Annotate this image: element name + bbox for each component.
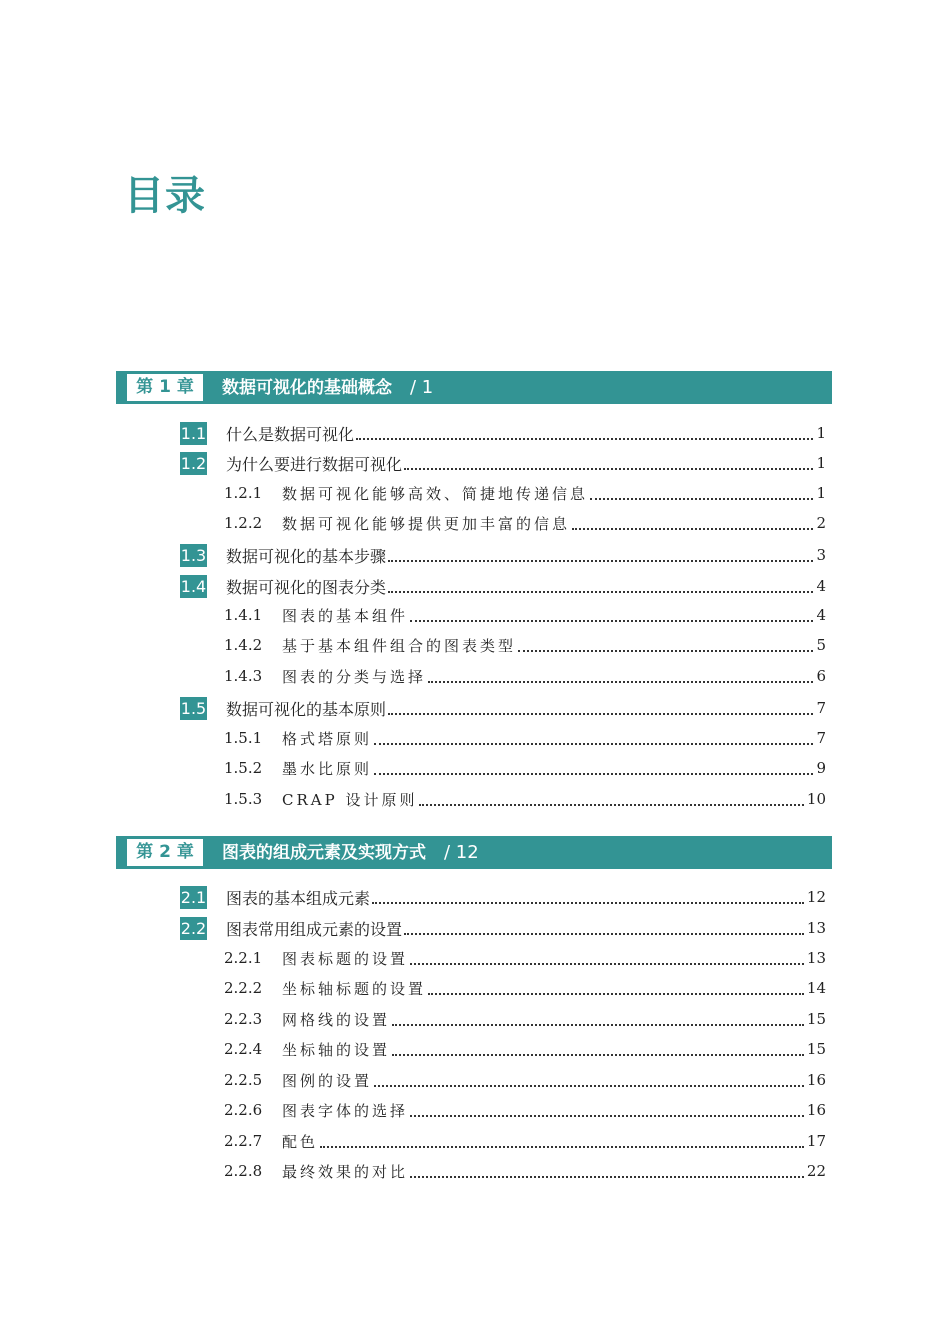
dot-leader <box>320 1146 804 1148</box>
dot-leader <box>374 743 813 745</box>
section-title: 图表标题的设置 <box>282 949 409 968</box>
page-number: 1 <box>816 424 826 442</box>
dot-leader <box>374 773 813 775</box>
dot-leader <box>392 1054 804 1056</box>
dot-leader <box>404 468 813 470</box>
toc-section[interactable] <box>180 916 826 940</box>
page-number: 4 <box>816 577 826 595</box>
dot-leader <box>419 804 803 806</box>
dot-leader <box>410 963 804 965</box>
chapter-header[interactable] <box>116 836 832 869</box>
section-number: 2.2.7 <box>224 1132 263 1150</box>
section-number: 2.2.2 <box>224 979 263 997</box>
section-number: 2.1 <box>180 887 207 907</box>
page-number: 13 <box>806 949 826 967</box>
toc-subsection[interactable] <box>180 1098 826 1122</box>
dot-leader <box>404 933 804 935</box>
toc-subsection[interactable] <box>180 1129 826 1153</box>
page-number: 7 <box>816 729 826 747</box>
toc-section[interactable] <box>180 885 826 909</box>
page-number: 13 <box>806 919 826 937</box>
section-title: 坐标轴标题的设置 <box>282 979 427 998</box>
dot-leader <box>428 681 813 683</box>
dot-leader <box>572 528 813 530</box>
page-number: 16 <box>806 1101 826 1119</box>
section-number: 2.2.5 <box>224 1071 263 1089</box>
section-title: 最终效果的对比 <box>282 1162 409 1181</box>
dot-leader <box>388 591 813 593</box>
section-number: 2.2.4 <box>224 1040 263 1058</box>
section-title: 图表的分类与选择 <box>282 667 427 686</box>
toc-subsection[interactable] <box>180 1068 826 1092</box>
chapter-title: 数据可视化的基础概念 <box>222 378 392 398</box>
section-number: 1.5.2 <box>224 759 263 777</box>
page-number: 2 <box>816 514 826 532</box>
page-number: 4 <box>816 606 826 624</box>
section-number: 1.4 <box>180 576 207 596</box>
toc-subsection[interactable] <box>180 633 826 657</box>
section-title: 图表的基本组成元素 <box>226 888 371 908</box>
section-title: 图表的基本组件 <box>282 606 409 625</box>
chapter-name <box>222 836 479 870</box>
page-number: 15 <box>806 1010 826 1028</box>
toc-subsection[interactable] <box>180 787 826 811</box>
page-number: 1 <box>816 454 826 472</box>
section-title: 基于基本组件组合的图表类型 <box>282 636 517 655</box>
section-title: 什么是数据可视化 <box>226 424 355 444</box>
toc-subsection[interactable] <box>180 1159 826 1183</box>
toc-section[interactable] <box>180 696 826 720</box>
section-number: 1.2 <box>180 453 207 473</box>
section-title: CRAP 设计原则 <box>282 790 418 809</box>
dot-leader <box>518 650 813 652</box>
chapter-label: 第 2 章 <box>127 839 203 866</box>
dot-leader <box>388 713 813 715</box>
page-number: 10 <box>806 790 826 808</box>
toc-subsection[interactable] <box>180 726 826 750</box>
section-title: 数据可视化的基本原则 <box>226 699 387 719</box>
section-title: 墨水比原则 <box>282 759 373 778</box>
toc-subsection[interactable] <box>180 664 826 688</box>
section-number: 1.5.3 <box>224 790 263 808</box>
toc-subsection[interactable] <box>180 481 826 505</box>
section-number: 1.4.2 <box>224 636 263 654</box>
section-title: 数据可视化能够高效、简捷地传递信息 <box>282 484 589 503</box>
section-number: 1.3 <box>180 545 207 565</box>
toc-subsection[interactable] <box>180 511 826 535</box>
toc-subsection[interactable] <box>180 756 826 780</box>
page-number: 14 <box>806 979 826 997</box>
dot-leader <box>372 902 804 904</box>
section-title: 为什么要进行数据可视化 <box>226 454 403 474</box>
toc-subsection[interactable] <box>180 603 826 627</box>
section-title: 数据可视化的基本步骤 <box>226 546 387 566</box>
section-number: 1.2.1 <box>224 484 263 502</box>
page-number: 17 <box>806 1132 826 1150</box>
page-number: 9 <box>816 759 826 777</box>
toc-section[interactable] <box>180 451 826 475</box>
toc-subsection[interactable] <box>180 946 826 970</box>
chapter-name <box>222 371 433 405</box>
page-number: 3 <box>816 546 826 564</box>
dot-leader <box>356 438 813 440</box>
dot-leader <box>374 1085 804 1087</box>
section-number: 1.5.1 <box>224 729 263 747</box>
section-title: 配色 <box>282 1132 319 1151</box>
page-number: 22 <box>806 1162 826 1180</box>
section-title: 数据可视化能够提供更加丰富的信息 <box>282 514 571 533</box>
section-title: 图表字体的选择 <box>282 1101 409 1120</box>
toc-subsection[interactable] <box>180 1007 826 1031</box>
page-number: 15 <box>806 1040 826 1058</box>
dot-leader <box>392 1024 804 1026</box>
toc-title: 目录 <box>124 173 206 219</box>
section-number: 2.2.8 <box>224 1162 263 1180</box>
dot-leader <box>590 498 813 500</box>
dot-leader <box>410 620 813 622</box>
dot-leader <box>428 993 804 995</box>
section-number: 1.1 <box>180 423 207 443</box>
chapter-label: 第 1 章 <box>127 374 203 401</box>
chapter-page: / 1 <box>410 377 434 398</box>
page-number: 7 <box>816 699 826 717</box>
chapter-page: / 12 <box>444 842 479 863</box>
page-number: 12 <box>806 888 826 906</box>
toc-section[interactable] <box>180 543 826 567</box>
section-title: 网格线的设置 <box>282 1010 391 1029</box>
section-title: 图表常用组成元素的设置 <box>226 919 403 939</box>
toc-subsection[interactable] <box>180 976 826 1000</box>
chapter-header[interactable] <box>116 371 832 404</box>
page-number: 1 <box>816 484 826 502</box>
toc-subsection[interactable] <box>180 1037 826 1061</box>
page-number: 16 <box>806 1071 826 1089</box>
page-number: 5 <box>816 636 826 654</box>
toc-section[interactable] <box>180 574 826 598</box>
section-number: 1.2.2 <box>224 514 263 532</box>
section-title: 格式塔原则 <box>282 729 373 748</box>
section-number: 2.2.1 <box>224 949 263 967</box>
page-number: 6 <box>816 667 826 685</box>
section-title: 坐标轴的设置 <box>282 1040 391 1059</box>
section-number: 2.2.6 <box>224 1101 263 1119</box>
section-number: 1.5 <box>180 698 207 718</box>
section-title: 图例的设置 <box>282 1071 373 1090</box>
dot-leader <box>388 560 813 562</box>
chapter-title: 图表的组成元素及实现方式 <box>222 843 426 863</box>
dot-leader <box>410 1115 804 1117</box>
section-number: 1.4.3 <box>224 667 263 685</box>
section-number: 1.4.1 <box>224 606 263 624</box>
section-number: 2.2 <box>180 918 207 938</box>
dot-leader <box>410 1176 804 1178</box>
section-number: 2.2.3 <box>224 1010 263 1028</box>
toc-section[interactable] <box>180 421 826 445</box>
section-title: 数据可视化的图表分类 <box>226 577 387 597</box>
